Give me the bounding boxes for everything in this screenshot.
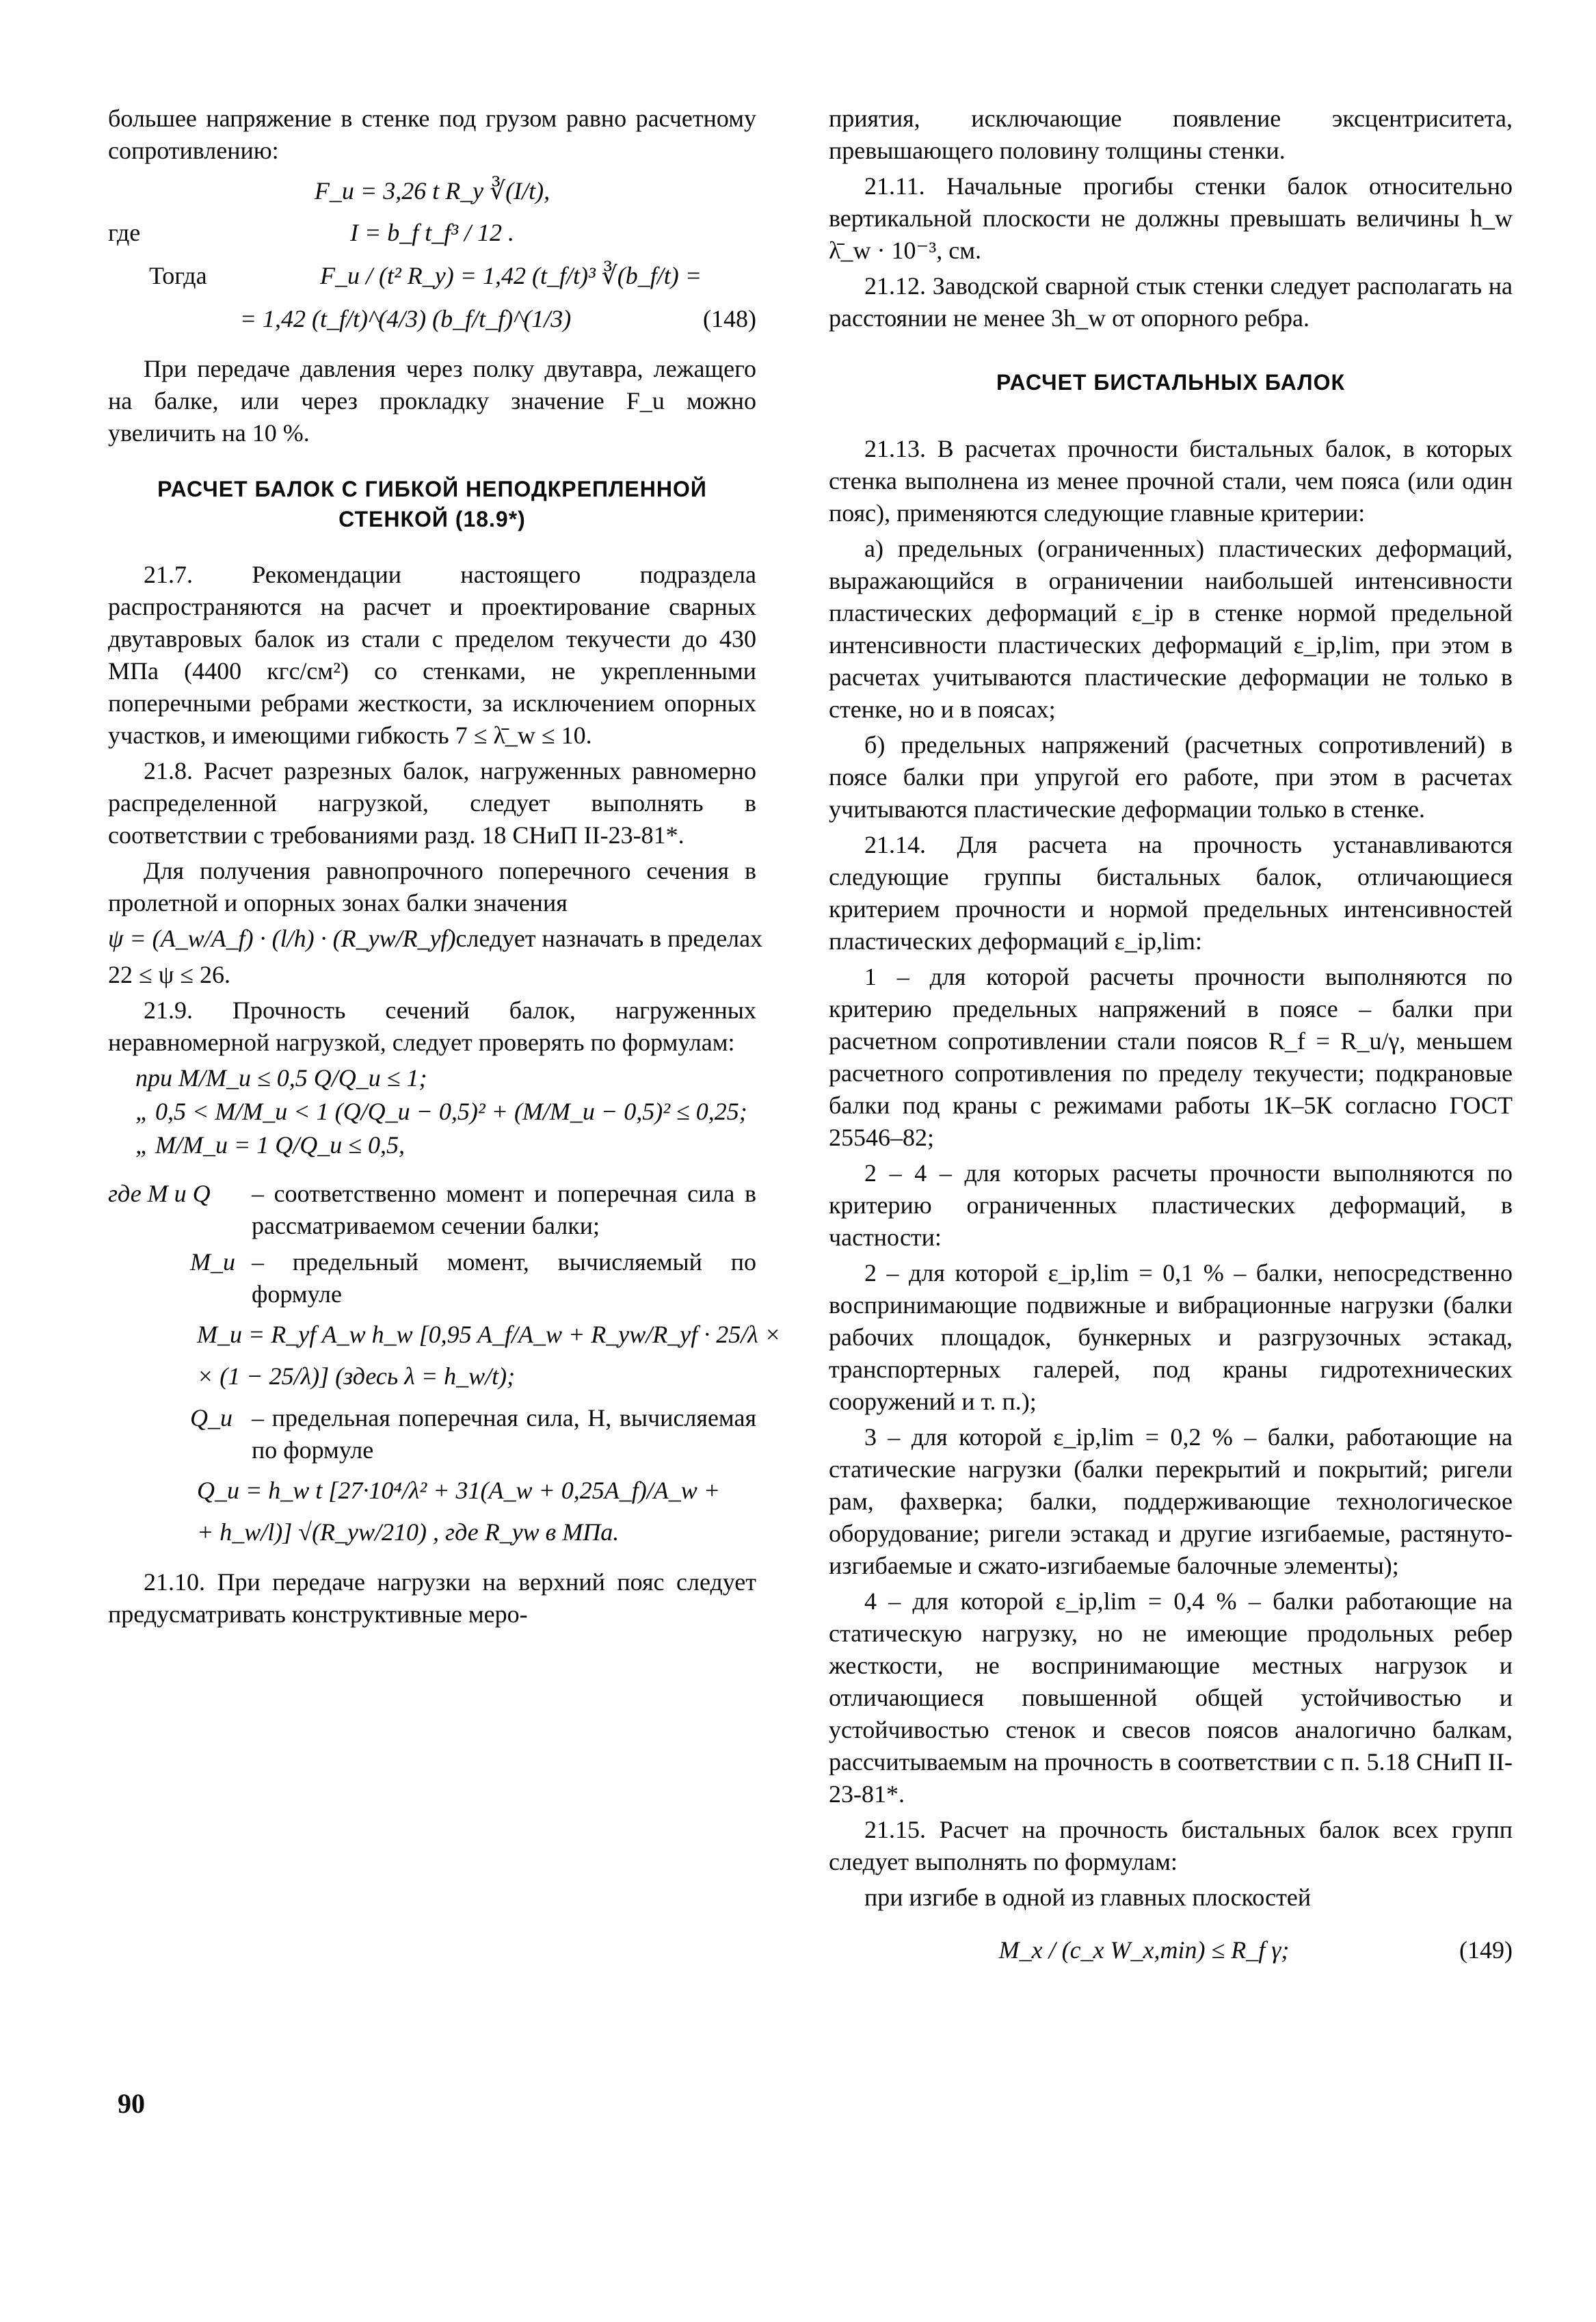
bending-paragraph: при изгибе в одной из главных плоскостей	[864, 1884, 1312, 1911]
formula-148-row	[108, 303, 756, 335]
formula-qu-b: + h_w/l)] √(R_yw/210) , где R_yw в МПа.	[197, 1518, 620, 1546]
definition-key: Q_u	[190, 1404, 232, 1432]
definition-m-q	[108, 1178, 756, 1242]
group-4: 4 – для которой ε_ip,lim = 0,4 % – балки работающие на статическую нагрузку, но не имеющие продольных ребер жесткости, не воспринимающие местных нагрузок и отличающиеся повышенной общей устойчивостью и устойчивостью стенок и свесов поясов аналогично балкам, рассчитываемым на прочность в соответствии с п. 5.18 СНиП II-23-81*.	[829, 1587, 1513, 1808]
formula-then-a: F_u / (t² R_y) = 1,42 (t_f/t)³ ∛(b_f/t) =	[319, 262, 702, 289]
paragraph-21-9: 21.9. Прочность сечений балок, нагруженных неравномерной нагрузкой, следует проверять по формулам:	[108, 997, 756, 1056]
formula-then-row	[108, 260, 756, 292]
definition-mu	[108, 1246, 756, 1310]
section-heading-bistal: РАСЧЕТ БИСТАЛЬНЫХ БАЛОК	[996, 370, 1346, 395]
formula-i: I = b_f t_f³ / 12 .	[349, 219, 515, 246]
condition-3: „ M/M_u = 1 Q/Q_u ≤ 0,5,	[135, 1131, 405, 1159]
paragraph-21-10: 21.10. При передаче нагрузки на верхний пояс следует предусматривать конструктивные меро-	[108, 1568, 756, 1628]
paragraph-21-11: 21.11. Начальные прогибы стенки балок относительно вертикальной плоскости не должны превышать величины h_w λ̄_w · 10⁻³, см.	[829, 172, 1513, 264]
condition-2: „ 0,5 < M/M_u < 1 (Q/Q_u − 0,5)² + (M/M_u − 0,5)² ≤ 0,25;	[135, 1098, 747, 1125]
section-heading-flexible-web: РАСЧЕТ БАЛОК С ГИБКОЙ НЕПОДКРЕПЛЕННОЙ СТЕНКОЙ (18.9*)	[157, 477, 707, 531]
formula-mu-a: M_u = R_yf A_w h_w [0,95 A_f/A_w + R_yw/R_yf · 25/λ ×	[197, 1321, 782, 1348]
paragraph-21-15: 21.15. Расчет на прочность бистальных балок всех групп следует выполнять по формулам:	[829, 1816, 1513, 1875]
paragraph-21-12: 21.12. Заводской сварной стык стенки следует располагать на расстоянии не менее 3h_w от опорного ребра.	[829, 272, 1513, 332]
psi-tail: следует назначать в пределах	[455, 925, 763, 952]
equation-number-148: (148)	[703, 305, 756, 332]
formula-qu-a: Q_u = h_w t [27·10⁴/λ² + 31(A_w + 0,25A_f)/A_w +	[197, 1477, 721, 1504]
formula-psi-row	[108, 923, 763, 955]
formula-then-b: = 1,42 (t_f/t)^(4/3) (b_f/t_f)^(1/3)	[239, 305, 572, 332]
group-3: 3 – для которой ε_ip,lim = 0,2 % – балки, работающие на статические нагрузки (балки перекрытий и покрытий; ригели рам, фахверка; балки, поддерживающие технологическое оборудование; ригели эстакад и другие изгибаемые, растянуто-изгибаемые и сжато-изгибаемые балочные элементы);	[829, 1423, 1513, 1579]
equation-number-149: (149)	[1459, 1936, 1513, 1964]
criterion-b: б) предельных напряжений (расчетных сопротивлений) в поясе балки при упругой его работе, при этом в расчетах учитываются пластические деформации только в стенке.	[829, 731, 1513, 823]
definition-key: M_u	[190, 1248, 235, 1276]
definition-value: – предельная поперечная сила, Н, вычисляемая по формуле	[252, 1404, 756, 1464]
group-1: 1 – для которой расчеты прочности выполняются по критерию предельных напряжений в поясе – балки при расчетном сопротивлении стали поясов R_f = R_u/γ, меньшем расчетного сопротивления по пределу текучести; подкрановые балки под краны с режимами работы 1К–5К согласно ГОСТ 25546–82;	[829, 963, 1513, 1151]
left-column	[108, 103, 782, 1634]
formula-fu: F_u = 3,26 t R_y ∛(I/t),	[314, 177, 550, 205]
condition-1: при M/M_u ≤ 0,5 Q/Q_u ≤ 1;	[135, 1064, 427, 1092]
formula-i-row	[108, 217, 756, 249]
paragraph-21-14: 21.14. Для расчета на прочность устанавливаются следующие группы бистальных балок, отличающиеся критерием прочности и нормой предельных интенсивностей пластических деформаций ε_ip,lim:	[829, 831, 1513, 955]
then-label: Тогда	[149, 262, 207, 289]
continued-paragraph: приятия, исключающие появление эксцентриситета, превышающего половину толщины стенки.	[829, 105, 1513, 164]
paragraph-21-8: 21.8. Расчет разрезных балок, нагруженных равномерно распределенной нагрузкой, следует выполнять в соответствии с требованиями разд. 18 СНиП II-23-81*.	[108, 757, 756, 849]
intro-paragraph: большее напряжение в стенке под грузом равно расчетному сопротивлению:	[108, 105, 756, 164]
definition-key: где M и Q	[108, 1180, 211, 1207]
where-label: где	[108, 219, 141, 246]
paragraph-21-13: 21.13. В расчетах прочности бистальных балок, в которых стенка выполнена из менее прочной стали, чем пояса (или один пояс), применяются следующие главные критерии:	[829, 435, 1513, 527]
formula-149: M_x / (c_x W_x,min) ≤ R_f γ;	[998, 1936, 1290, 1964]
page-number: 90	[118, 2088, 145, 2119]
definition-value: – предельный момент, вычисляемый по формуле	[252, 1248, 756, 1308]
group-2-4: 2 – 4 – для которых расчеты прочности выполняются по критерию ограниченных пластических деформаций, в частности:	[829, 1159, 1513, 1251]
definition-qu	[108, 1402, 756, 1466]
paragraph-21-7: 21.7. Рекомендации настоящего подраздела распространяются на расчет и проектирование сварных двутавровых балок из стали с пределом текучести до 430 МПа (4400 кгс/см²) со стенками, не укрепленными поперечными ребрами жесткости, за исключением опорных участков, и имеющими гибкость 7 ≤ λ̄_w ≤ 10.	[108, 561, 756, 749]
formula-149-row	[829, 1934, 1513, 1966]
pressure-paragraph: При передаче давления через полку двутавра, лежащего на балке, или через прокладку значение F_u можно увеличить на 10 %.	[108, 355, 756, 447]
psi-intro-paragraph: Для получения равнопрочного поперечного сечения в пролетной и опорных зонах балки значения	[108, 857, 756, 916]
definition-value: – соответственно момент и поперечная сила в рассматриваемом сечении балки;	[252, 1180, 756, 1239]
right-column	[829, 103, 1513, 1977]
formula-mu-b: × (1 − 25/λ)] (здесь λ = h_w/t);	[197, 1362, 516, 1390]
formula-psi: ψ = (A_w/A_f) · (l/h) · (R_yw/R_yf)	[108, 925, 456, 952]
psi-range: 22 ≤ ψ ≤ 26.	[108, 961, 231, 988]
group-2: 2 – для которой ε_ip,lim = 0,1 % – балки, непосредственно воспринимающие подвижные и вибрационные нагрузки (балки рабочих площадок, бункерных и разгрузочных эстакад, транспортерных галерей, под краны гидротехнических сооружений и т. п.);	[829, 1259, 1513, 1415]
criterion-a: а) предельных (ограниченных) пластических деформаций, выражающийся в ограничении наибольшей интенсивности пластических деформаций ε_ip в стенке нормой предельной интенсивности пластических деформаций ε_ip,lim, при этом в расчетах учитываются пластические деформации не только в стенке, но и в поясах;	[829, 535, 1513, 723]
